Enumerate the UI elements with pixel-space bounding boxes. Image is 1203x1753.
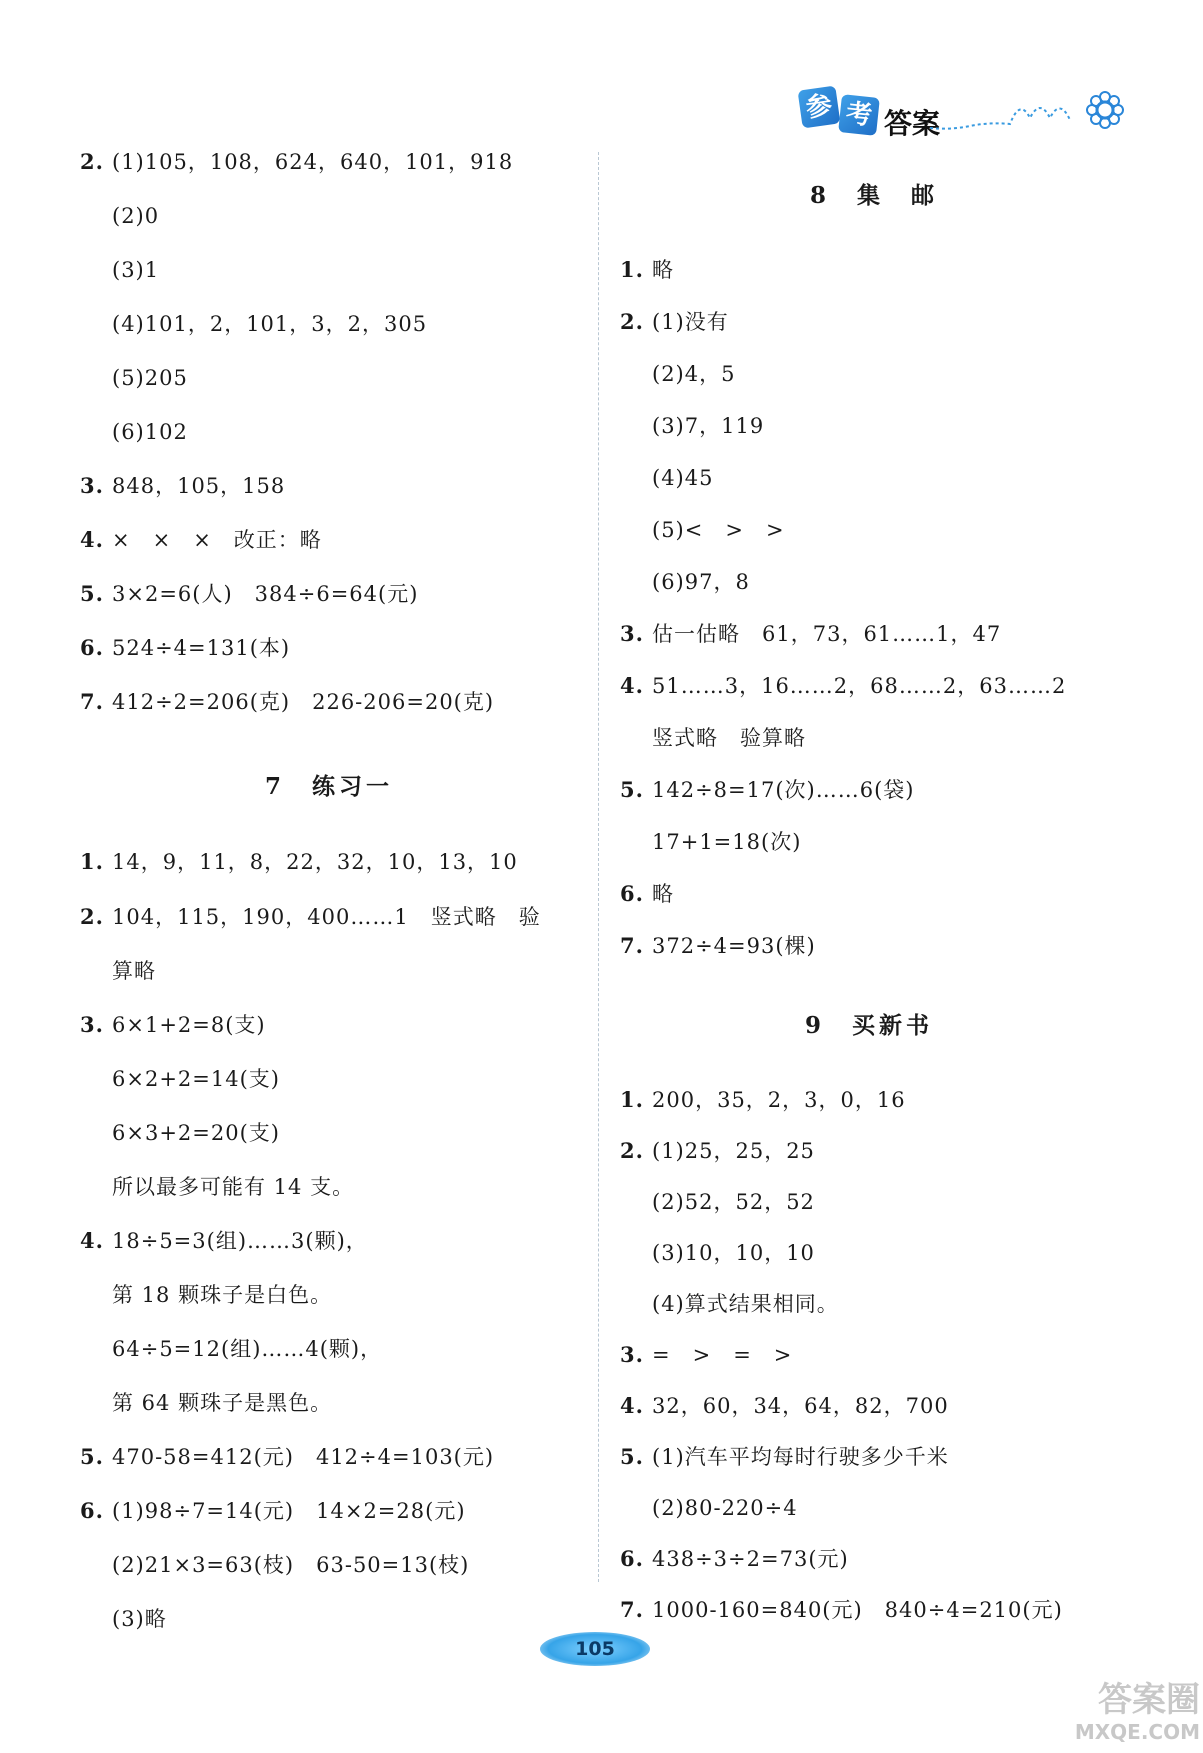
section-title-8: 8 集 邮 xyxy=(810,182,939,209)
answer-line: 6. (1)98÷7=14(元) 14×2=28(元) xyxy=(80,1498,466,1523)
answer-line: (4)45 xyxy=(652,466,714,490)
answer-line: 5. (1)汽车平均每时行驶多少千米 xyxy=(620,1444,949,1469)
answer-line: 6×2+2=14(支) xyxy=(112,1067,280,1091)
answer-line: 3. 6×1+2=8(支) xyxy=(80,1012,266,1037)
answer-line: (2)0 xyxy=(112,204,160,228)
answer-line: (5)205 xyxy=(112,366,188,390)
answer-line: 4. 51……3，16……2，68……2，63……2 xyxy=(620,673,1067,698)
section-title-9: 9 买新书 xyxy=(805,1012,934,1039)
answer-line: (2)80-220÷4 xyxy=(652,1496,798,1520)
answer-line: 3. 848，105，158 xyxy=(80,473,286,498)
answer-line: 6. 略 xyxy=(620,881,674,906)
badge-char-2: 考 xyxy=(838,94,880,136)
answer-line: 2. (1)105，108，624，640，101，918 xyxy=(80,149,514,174)
answer-line: 2. (1)没有 xyxy=(620,309,729,334)
answer-line: 64÷5=12(组)……4(颗)， xyxy=(112,1337,383,1361)
section-title-7: 7 练习一 xyxy=(265,773,394,800)
answer-line: 4. 18÷5=3(组)……3(颗)， xyxy=(80,1228,368,1253)
answer-line: (3)略 xyxy=(112,1607,167,1631)
answer-line: (2)21×3=63(枝) 63-50=13(枝) xyxy=(112,1553,470,1577)
answer-line: (3)7，119 xyxy=(652,414,765,438)
answer-line: (3)10，10，10 xyxy=(652,1241,815,1265)
answer-line: (5)< > > xyxy=(652,518,785,542)
answer-line: (3)1 xyxy=(112,258,160,282)
answer-line: 7. 412÷2=206(克) 226-206=20(克) xyxy=(80,689,495,714)
answer-line: 5. 3×2=6(人) 384÷6=64(元) xyxy=(80,581,419,606)
flower-decoration-icon xyxy=(930,88,1130,138)
answer-line: (6)102 xyxy=(112,420,188,444)
answer-line: 6. 438÷3÷2=73(元) xyxy=(620,1546,849,1571)
page-number: 105 xyxy=(540,1632,650,1666)
answer-line: 17+1=18(次) xyxy=(652,830,802,854)
badge-char-1: 参 xyxy=(798,86,841,129)
column-divider xyxy=(598,152,599,1582)
answer-line: (2)4，5 xyxy=(652,362,736,386)
answer-line: 4. × × × 改正：略 xyxy=(80,527,322,552)
answer-line: (4)101，2，101，3，2，305 xyxy=(112,312,428,336)
answer-header-badge xyxy=(800,88,1130,138)
watermark-bottom: MXQE.COM xyxy=(1074,1720,1200,1744)
answer-line: 2. (1)25，25，25 xyxy=(620,1138,815,1163)
answer-line: (4)算式结果相同。 xyxy=(652,1292,839,1316)
answer-line: (2)52，52，52 xyxy=(652,1190,815,1214)
answer-line: 第 18 颗珠子是白色。 xyxy=(112,1283,333,1307)
answer-line: 6. 524÷4=131(本) xyxy=(80,635,291,660)
badge-text: 答案 xyxy=(884,107,941,140)
answer-line: 5. 142÷8=17(次)……6(袋) xyxy=(620,777,915,802)
watermark-top: 答案圈 xyxy=(1098,1680,1200,1720)
answer-line: 1. 略 xyxy=(620,257,674,282)
answer-line: (6)97，8 xyxy=(652,570,750,594)
answer-line: 1. 200，35，2，3，0，16 xyxy=(620,1087,906,1112)
answer-line: 5. 470-58=412(元) 412÷4=103(元) xyxy=(80,1444,495,1469)
answer-line: 算略 xyxy=(112,959,156,983)
answer-line: 4. 32，60，34，64，82，700 xyxy=(620,1393,949,1418)
answer-line: 1. 14，9，11，8，22，32，10，13，10 xyxy=(80,849,518,874)
answer-line: 竖式略 验算略 xyxy=(652,726,806,750)
answer-line: 7. 1000-160=840(元) 840÷4=210(元) xyxy=(620,1597,1063,1622)
answer-line: 7. 372÷4=93(棵) xyxy=(620,933,816,958)
answer-line: 2. 104，115，190，400……1 竖式略 验 xyxy=(80,904,541,929)
watermark xyxy=(1050,1680,1200,1750)
answer-line: 6×3+2=20(支) xyxy=(112,1121,280,1145)
answer-line: 所以最多可能有 14 支。 xyxy=(112,1175,355,1199)
answer-line: 3. = > = > xyxy=(620,1342,793,1367)
answer-line: 第 64 颗珠子是黑色。 xyxy=(112,1391,333,1415)
answer-line: 3. 估一估略 61，73，61……1，47 xyxy=(620,621,1002,646)
